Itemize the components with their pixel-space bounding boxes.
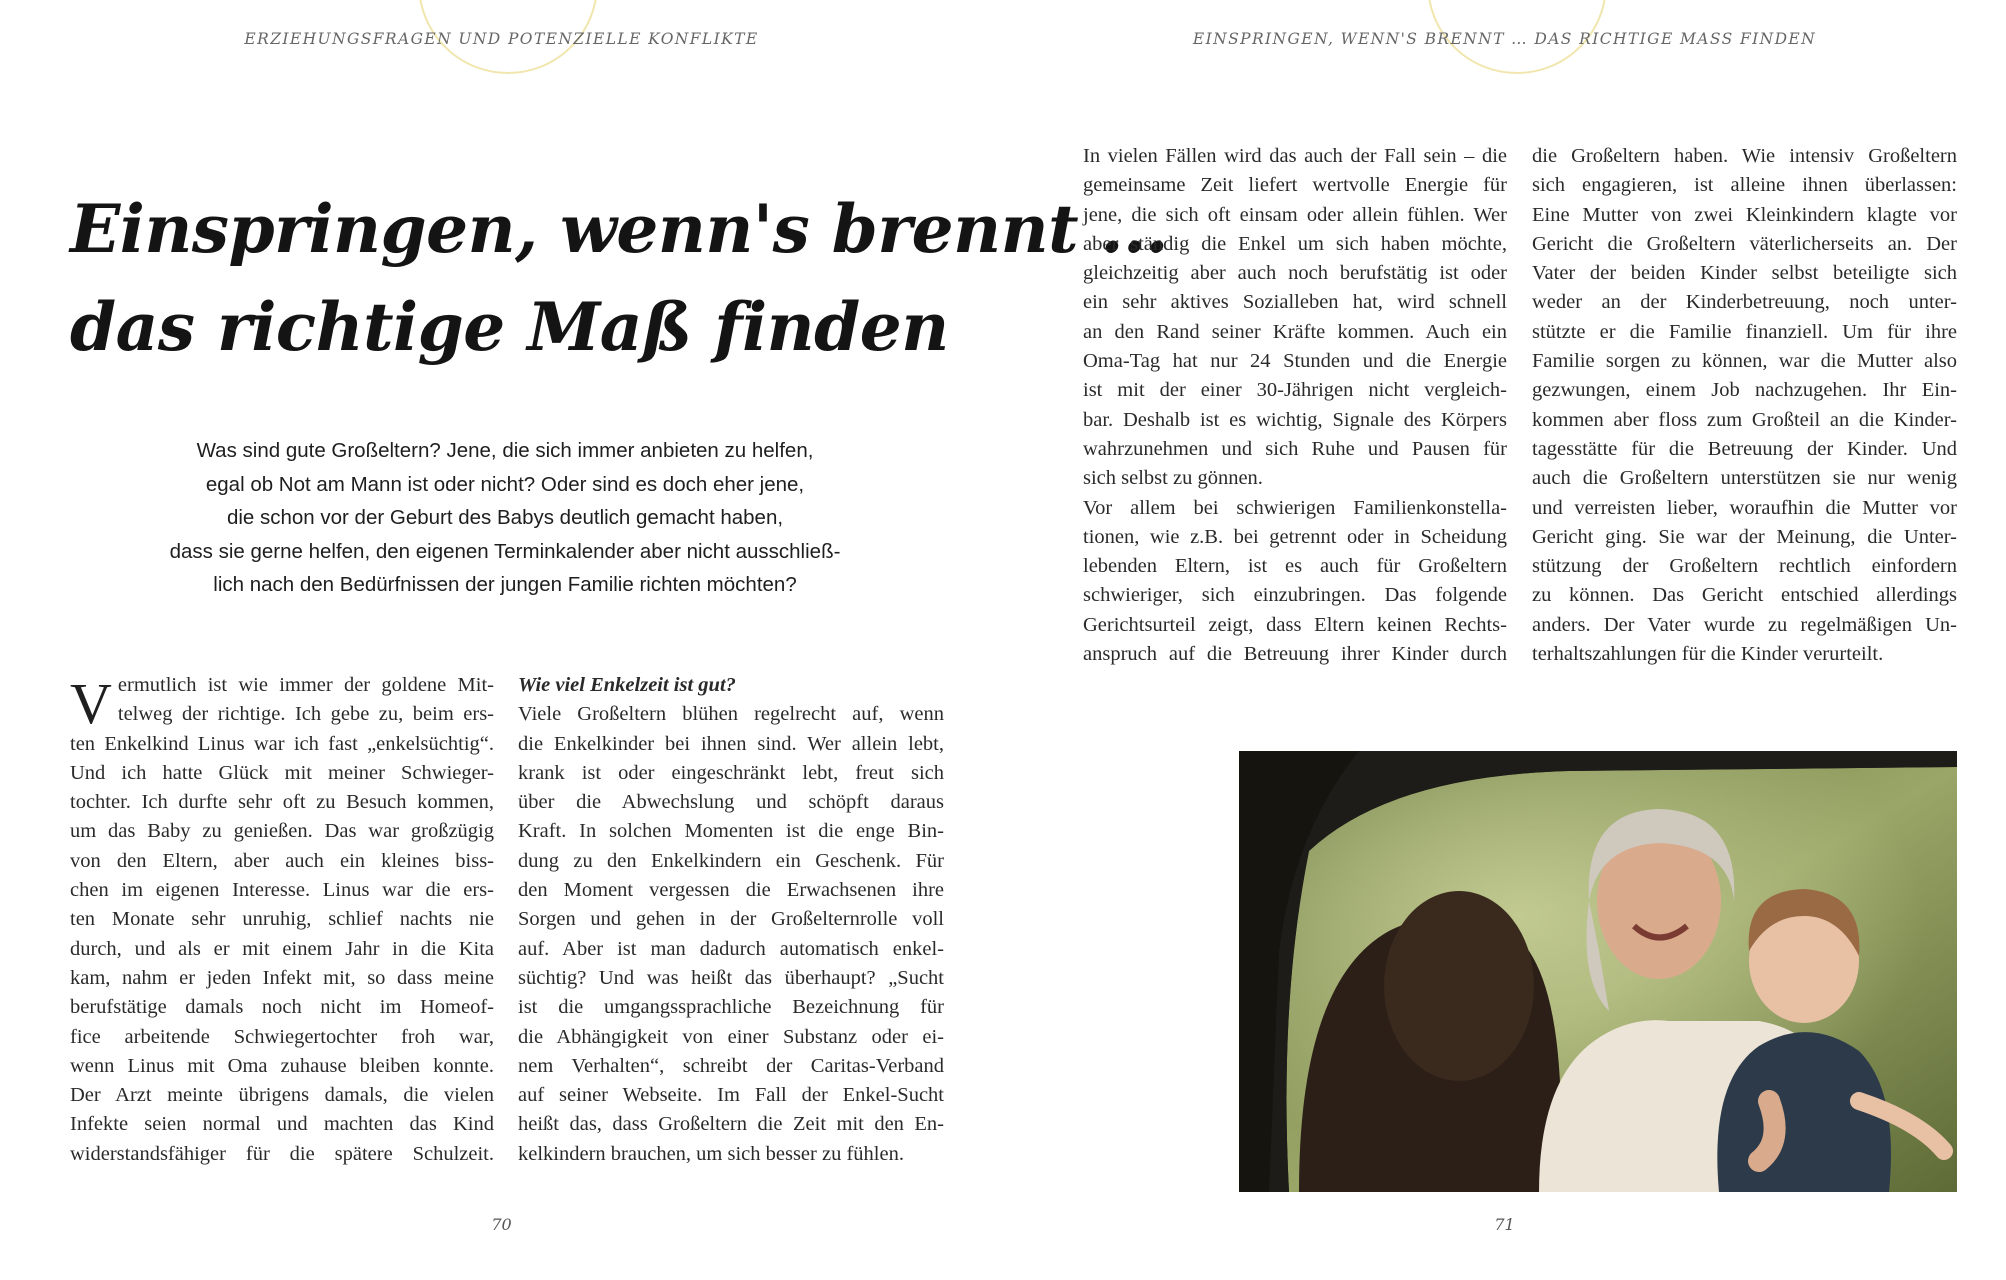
body-column-4 <box>1532 142 1957 669</box>
text-line: durch, und als er mit einem Jahr in die Kita <box>70 937 494 960</box>
text-line: Vater der beiden Kinder selbst beteiligte sich <box>1532 262 1957 285</box>
page-title <box>70 180 1168 376</box>
text-line: Kraft. In solchen Momenten ist die enge Bin- <box>518 820 944 843</box>
text-line: über die Abwechslung und schöpft daraus <box>518 791 944 814</box>
text-line: jene, die sich oft einsam oder allein fühlen. Wer <box>1083 203 1507 226</box>
body-column-2 <box>518 671 944 1169</box>
text-line: Gericht ging. Sie war der Meinung, die Unter- <box>1532 525 1957 548</box>
text-line: Vor allem bei schwierigen Familienkonstella- <box>1083 496 1507 519</box>
text-line: die Enkelkinder bei ihnen sind. Wer allein lebt, <box>518 732 944 755</box>
text-line: anders. Der Vater wurde zu regelmäßigen Un- <box>1532 613 1957 636</box>
text-line: zu können. Das Gericht entschied allerdings <box>1532 584 1957 607</box>
text-line: ermutlich ist wie immer der goldene Mit- <box>117 674 494 696</box>
body-column-1 <box>70 671 494 1169</box>
text-line: tagesstätte für die Betreuung der Kinder. Und <box>1532 437 1957 460</box>
intro-line: dass sie gerne helfen, den eigenen Terminkalender aber nicht ausschließ- <box>169 539 841 563</box>
body-column-3 <box>1083 142 1507 669</box>
text-line: lebenden Eltern, ist es auch für Großeltern <box>1083 555 1507 578</box>
text-line: widerstandsfähiger für die spätere Schulzeit. <box>70 1142 494 1165</box>
text-line: terhaltszahlungen für die Kinder verurteilt. <box>1532 643 1884 666</box>
text-line: an den Rand seiner Kräfte kommen. Auch ein <box>1083 320 1507 343</box>
text-line: gleichzeitig aber auch noch berufstätig ist oder <box>1083 262 1507 285</box>
page-number-right: 71 <box>1494 1215 1515 1234</box>
text-line: sich engagieren, ist alleine ihnen überlassen: <box>1532 174 1957 197</box>
text-line: ist mit der einer 30-Jährigen nicht vergleich- <box>1083 379 1507 402</box>
text-line: ist die umgangssprachliche Bezeichnung für <box>518 996 944 1019</box>
text-line: weder an der Kinderbetreuung, noch unter- <box>1532 291 1957 314</box>
headline-line: das richtige Maß finden <box>70 288 949 366</box>
text-line: Eine Mutter von zwei Kleinkindern klagte vor <box>1532 203 1957 226</box>
drop-cap: V <box>70 671 112 736</box>
text-line: anspruch auf die Betreuung ihrer Kinder durch <box>1083 643 1507 666</box>
text-line: Familie sorgen zu können, war die Mutter also <box>1532 350 1957 373</box>
text-line: Sorgen und gehen in der Großelternrolle voll <box>518 908 944 931</box>
text-line: wahrzunehmen und sich Ruhe und Pausen für <box>1083 437 1507 460</box>
text-line: schwieriger, sich einzubringen. Das folgende <box>1083 584 1507 607</box>
intro-paragraph <box>130 434 880 602</box>
text-line: Gerichtsurteil zeigt, dass Eltern keinen Rechts- <box>1083 613 1507 636</box>
text-line: Infekte seien normal und machten das Kind <box>70 1113 494 1136</box>
text-line: den Moment vergessen die Erwachsenen ihre <box>518 879 944 902</box>
text-line: Und ich hatte Glück mit meiner Schwieger- <box>70 761 494 784</box>
text-line: In vielen Fällen wird das auch der Fall sein – die <box>1083 145 1507 167</box>
text-line: und verreisten lieber, woraufhin die Mutter vor <box>1532 496 1957 519</box>
running-head-left: ERZIEHUNGSFRAGEN UND POTENZIELLE KONFLIKTE <box>244 30 759 48</box>
text-line: um das Baby zu genießen. Das war großzügig <box>70 820 494 843</box>
text-line: Gericht die Großeltern väterlicherseits an. Der <box>1532 232 1957 255</box>
photo-grandmother-child-car-window <box>1239 751 1957 1192</box>
text-line: bar. Deshalb ist es wichtig, Signale des Körpers <box>1083 408 1507 431</box>
text-line: stützte er die Familie finanziell. Um für ihre <box>1532 320 1957 343</box>
text-line: ten Monate sehr unruhig, schlief nachts nie <box>70 908 494 931</box>
running-head-right: EINSPRINGEN, WENN'S BRENNT … DAS RICHTIGE MASS FINDEN <box>1192 30 1817 48</box>
text-line: ten Enkelkind Linus war ich fast „enkelsüchtig“. <box>70 732 494 755</box>
text-line: gezwungen, einem Job nachzugehen. Ihr Ein- <box>1532 379 1957 402</box>
text-line: süchtig? Und was heißt das überhaupt? „Sucht <box>518 966 944 989</box>
text-line: Oma-Tag hat nur 24 Stunden und die Energie <box>1083 350 1507 373</box>
text-line: kam, nahm er jeden Infekt mit, so dass meine <box>70 966 494 989</box>
headline-line: Einspringen, wenn's brennt ... <box>70 190 1168 268</box>
intro-line: lich nach den Bedürfnissen der jungen Familie richten möchten? <box>213 573 797 596</box>
text-line: Viele Großeltern blühen regelrecht auf, wenn <box>518 703 944 726</box>
text-line: nem Verhalten“, schreibt der Caritas-Verband <box>518 1054 944 1077</box>
intro-line: die schon vor der Geburt des Babys deutlich gemacht haben, <box>226 506 784 529</box>
text-line: dung zu den Enkelkindern ein Geschenk. Für <box>518 849 944 872</box>
text-line: fice arbeitende Schwiegertochter froh war, <box>70 1025 494 1048</box>
text-line: auf seiner Webseite. Im Fall der Enkel-Sucht <box>518 1084 944 1107</box>
text-line: kommen aber floss zum Großteil an die Kinder- <box>1532 408 1957 431</box>
text-line: krank ist oder eingeschränkt lebt, freut sich <box>518 761 944 784</box>
text-line: die Abhängigkeit von einer Substanz oder ei- <box>518 1025 944 1048</box>
right-page <box>1003 0 2006 1280</box>
text-line: Der Arzt meinte übrigens damals, die vielen <box>70 1084 494 1107</box>
text-line: chen im eigenen Interesse. Linus war die ers- <box>70 879 494 902</box>
text-line: auch die Großeltern unterstützen sie nur wenig <box>1532 467 1957 490</box>
subheading: Wie viel Enkelzeit ist gut? <box>518 674 736 696</box>
text-line: von den Eltern, aber auch ein kleines biss- <box>70 849 494 872</box>
text-line: telweg der richtige. Ich gebe zu, beim ers- <box>117 703 494 726</box>
text-line: aber ständig die Enkel um sich haben möchte, <box>1083 232 1507 255</box>
text-line: tochter. Ich durfte sehr oft zu Besuch kommen, <box>70 791 494 814</box>
text-line: heißt das, dass Großeltern die Zeit mit den En- <box>518 1113 944 1136</box>
intro-line: Was sind gute Großeltern? Jene, die sich immer anbieten zu helfen, <box>196 439 814 462</box>
text-line: berufstätige damals noch nicht im Homeof- <box>70 996 494 1019</box>
text-line: sich selbst zu gönnen. <box>1083 467 1263 490</box>
text-line: kelkindern brauchen, um sich besser zu fühlen. <box>518 1142 904 1165</box>
text-line: tionen, wie z.B. bei getrennt oder in Scheidung <box>1083 525 1507 548</box>
intro-line: egal ob Not am Mann ist oder nicht? Oder sind es doch eher jene, <box>205 472 805 496</box>
text-line: gemeinsame Zeit liefert wertvolle Energie für <box>1083 174 1507 197</box>
photo-illustration <box>1239 751 1957 1192</box>
text-line: wenn Linus mit Oma zuhause bleiben konnte. <box>70 1054 494 1077</box>
page-number-left: 70 <box>491 1215 512 1234</box>
text-line: stützung der Großeltern rechtlich einfordern <box>1532 555 1957 578</box>
text-line: die Großeltern haben. Wie intensiv Großeltern <box>1532 145 1957 167</box>
text-line: auf. Aber ist man dadurch automatisch enkel- <box>518 937 944 960</box>
text-line: ein sehr aktives Sozialleben hat, wird schnell <box>1083 291 1507 314</box>
